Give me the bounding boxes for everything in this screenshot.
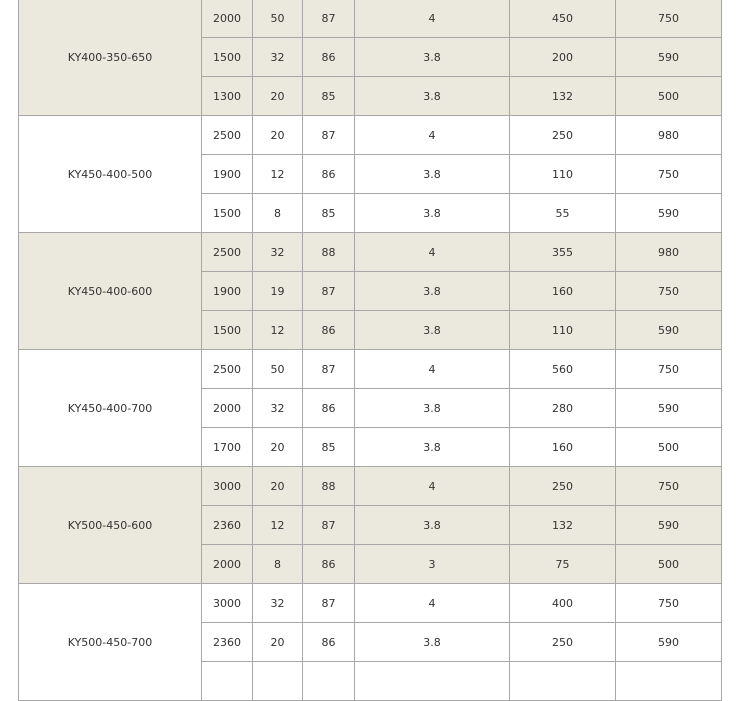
table-cell: 3 — [355, 545, 510, 584]
model-name-cell: KY500-450-600 — [19, 467, 202, 584]
table-cell: 32 — [253, 389, 303, 428]
table-cell: 1900 — [202, 155, 253, 194]
table-cell: 355 — [510, 233, 616, 272]
table-cell: 3.8 — [355, 155, 510, 194]
table-cell: 88 — [303, 467, 355, 506]
table-cell: 590 — [616, 311, 722, 350]
model-name-cell: KY450-400-700 — [19, 350, 202, 467]
table-cell — [253, 662, 303, 701]
table-cell: 4 — [355, 116, 510, 155]
table-cell: 20 — [253, 77, 303, 116]
table-cell: 55 — [510, 194, 616, 233]
table-cell: 32 — [253, 584, 303, 623]
table-cell: 590 — [616, 506, 722, 545]
table-cell: 750 — [616, 467, 722, 506]
table-cell: 250 — [510, 116, 616, 155]
table-cell: 4 — [355, 350, 510, 389]
table-cell: 3000 — [202, 584, 253, 623]
table-cell: 250 — [510, 467, 616, 506]
table-cell: 86 — [303, 389, 355, 428]
table-cell: 3.8 — [355, 428, 510, 467]
table-cell: 2000 — [202, 545, 253, 584]
table-cell: 3.8 — [355, 389, 510, 428]
table-cell: 12 — [253, 506, 303, 545]
table-cell: 560 — [510, 350, 616, 389]
table-row — [19, 584, 722, 623]
table-cell: 110 — [510, 155, 616, 194]
table-cell: 1900 — [202, 272, 253, 311]
table-cell: 3.8 — [355, 77, 510, 116]
table-cell: 8 — [253, 194, 303, 233]
table-row — [19, 233, 722, 272]
table-cell: 87 — [303, 584, 355, 623]
table-cell: 86 — [303, 545, 355, 584]
table-cell: 86 — [303, 623, 355, 662]
table-cell: 2500 — [202, 233, 253, 272]
table-cell: 450 — [510, 0, 616, 38]
table-cell: 280 — [510, 389, 616, 428]
model-name-cell: KY400-350-650 — [19, 0, 202, 116]
table-cell: 50 — [253, 350, 303, 389]
table-cell: 2000 — [202, 0, 253, 38]
table-cell: 20 — [253, 428, 303, 467]
table-cell: 2360 — [202, 506, 253, 545]
table-cell: 32 — [253, 38, 303, 77]
table-cell: 12 — [253, 311, 303, 350]
table-cell: 250 — [510, 623, 616, 662]
table-cell: 86 — [303, 155, 355, 194]
table-cell: 86 — [303, 311, 355, 350]
table-cell: 19 — [253, 272, 303, 311]
table-cell: 400 — [510, 584, 616, 623]
table-cell: 87 — [303, 350, 355, 389]
table-cell — [355, 662, 510, 701]
table-cell: 3.8 — [355, 311, 510, 350]
table-cell: 160 — [510, 428, 616, 467]
table-cell: 590 — [616, 194, 722, 233]
table-cell: 1500 — [202, 194, 253, 233]
table-cell: 590 — [616, 389, 722, 428]
table-cell: 75 — [510, 545, 616, 584]
table-cell: 50 — [253, 0, 303, 38]
table-cell: 4 — [355, 467, 510, 506]
table-cell: 87 — [303, 116, 355, 155]
table-cell: 1500 — [202, 311, 253, 350]
table-cell: 2360 — [202, 623, 253, 662]
table-cell: 980 — [616, 116, 722, 155]
table-cell: 500 — [616, 428, 722, 467]
table-cell: 88 — [303, 233, 355, 272]
table-cell: 20 — [253, 116, 303, 155]
table-cell: 3.8 — [355, 623, 510, 662]
table-row — [19, 116, 722, 155]
table-cell — [303, 662, 355, 701]
table-cell: 20 — [253, 467, 303, 506]
table-cell: 32 — [253, 233, 303, 272]
table-cell: 750 — [616, 350, 722, 389]
table-cell: 500 — [616, 77, 722, 116]
table-cell: 2500 — [202, 350, 253, 389]
table-cell: 85 — [303, 194, 355, 233]
table-cell: 20 — [253, 623, 303, 662]
table-cell: 980 — [616, 233, 722, 272]
table-cell: 85 — [303, 428, 355, 467]
table-cell: 4 — [355, 0, 510, 38]
table-cell: 160 — [510, 272, 616, 311]
table-cell: 1300 — [202, 77, 253, 116]
model-name-cell: KY500-450-700 — [19, 584, 202, 701]
table-cell: 3.8 — [355, 194, 510, 233]
table-row — [19, 0, 722, 38]
table-cell: 12 — [253, 155, 303, 194]
pump-spec-table — [18, 0, 722, 701]
table-cell: 590 — [616, 38, 722, 77]
table-cell: 8 — [253, 545, 303, 584]
table-cell: 110 — [510, 311, 616, 350]
table-cell: 132 — [510, 77, 616, 116]
table-cell — [202, 662, 253, 701]
table-cell: 4 — [355, 584, 510, 623]
table-cell: 86 — [303, 38, 355, 77]
table-cell: 2000 — [202, 389, 253, 428]
table-cell: 87 — [303, 0, 355, 38]
table-cell — [616, 662, 722, 701]
table-cell: 200 — [510, 38, 616, 77]
table-cell: 2500 — [202, 116, 253, 155]
table-cell: 3.8 — [355, 272, 510, 311]
table-cell: 590 — [616, 623, 722, 662]
table-cell: 750 — [616, 155, 722, 194]
table-cell: 3.8 — [355, 38, 510, 77]
table-cell: 85 — [303, 77, 355, 116]
table-cell: 87 — [303, 272, 355, 311]
table-cell — [510, 662, 616, 701]
table-cell: 750 — [616, 0, 722, 38]
table-cell: 500 — [616, 545, 722, 584]
table-cell: 750 — [616, 272, 722, 311]
table-cell: 3.8 — [355, 506, 510, 545]
model-name-cell: KY450-400-500 — [19, 116, 202, 233]
table-cell: 87 — [303, 506, 355, 545]
table-cell: 1500 — [202, 38, 253, 77]
table-row — [19, 350, 722, 389]
table-cell: 750 — [616, 584, 722, 623]
table-row — [19, 467, 722, 506]
model-name-cell: KY450-400-600 — [19, 233, 202, 350]
table-cell: 132 — [510, 506, 616, 545]
table-cell: 4 — [355, 233, 510, 272]
table-cell: 1700 — [202, 428, 253, 467]
table-cell: 3000 — [202, 467, 253, 506]
